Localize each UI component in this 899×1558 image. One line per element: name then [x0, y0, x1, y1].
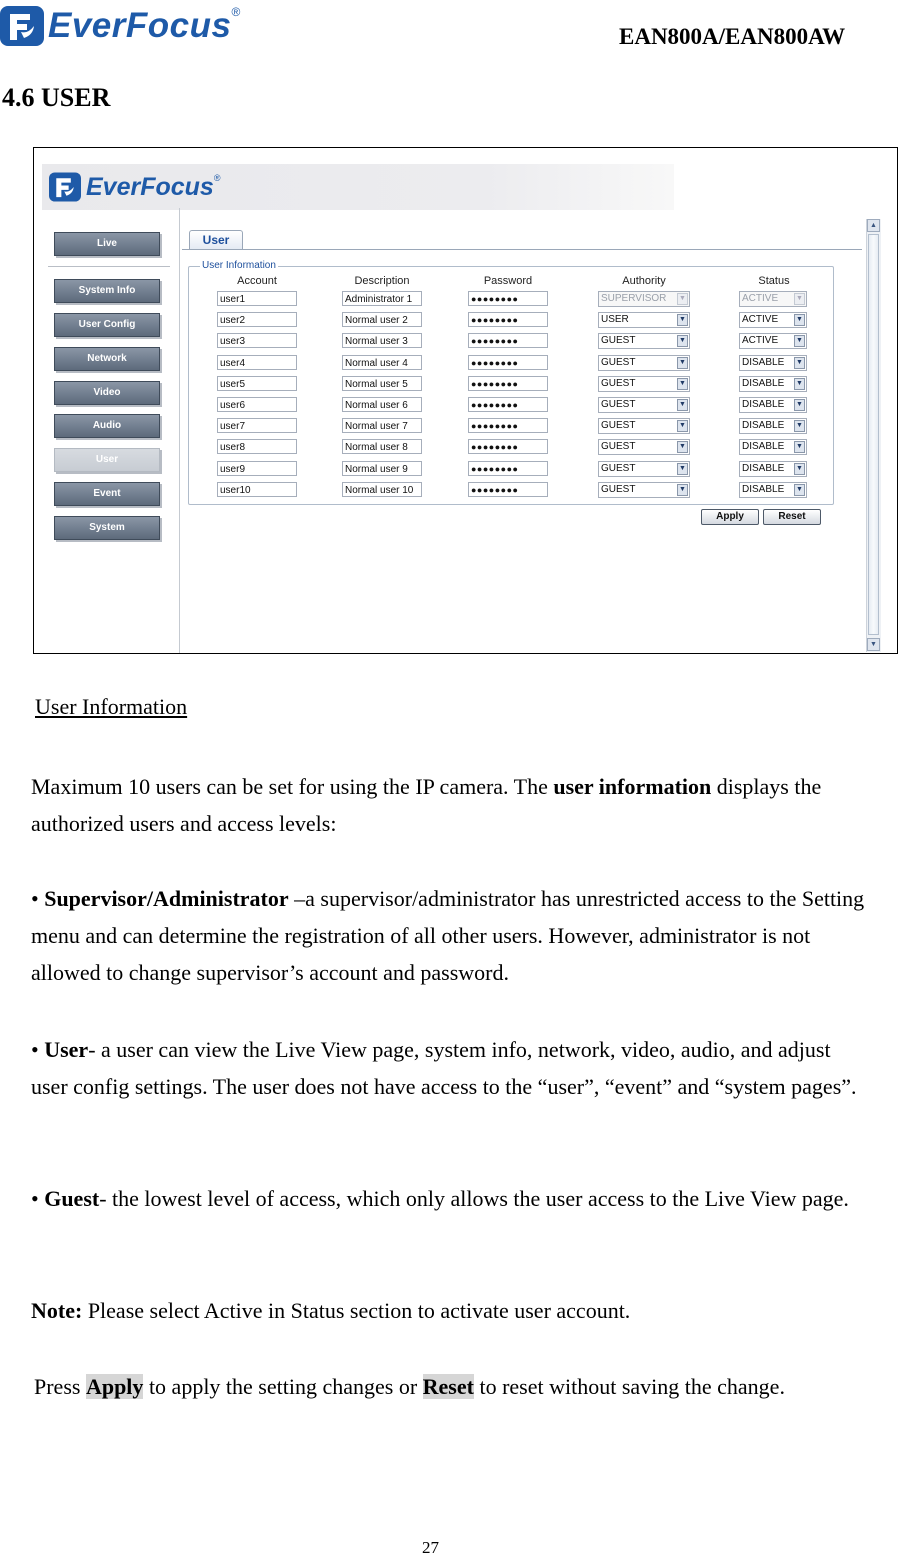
screenshot-registered-mark: ®	[213, 173, 221, 183]
guest-text: - the lowest level of access, which only allows the user access to the Live View page.	[99, 1186, 849, 1211]
nav-system[interactable]: System	[54, 516, 160, 540]
account-input-value: user2	[220, 315, 246, 327]
screenshot-logo-text: EverFocus	[86, 172, 214, 201]
password-input[interactable]	[468, 397, 548, 412]
dropdown-arrow-icon[interactable]: ▼	[677, 484, 688, 496]
status-select-value: ACTIVE	[742, 314, 779, 326]
dropdown-arrow-icon[interactable]: ▼	[794, 378, 805, 390]
dropdown-arrow-icon[interactable]: ▼	[677, 420, 688, 432]
dropdown-arrow-icon[interactable]: ▼	[794, 357, 805, 369]
everfocus-logo	[0, 2, 260, 50]
user-information-heading: User Information	[35, 694, 188, 719]
authority-select-value: USER	[601, 314, 629, 326]
description-input[interactable]	[342, 482, 422, 497]
description-input-value: Normal user 10	[345, 484, 414, 496]
tab-underline	[182, 249, 862, 250]
status-select-value: DISABLE	[742, 441, 785, 453]
status-select-value: DISABLE	[742, 377, 785, 389]
everfocus-mini-logo-icon	[48, 171, 82, 203]
supervisor-text: –a supervisor/administrator has unrestricted access to the Setting menu and can determine the registration of all other users. However, administrator is not allowed to change supervisor’s account and password.	[31, 886, 865, 985]
password-input-value: ●●●●●●●●	[471, 294, 519, 304]
account-input-value: user1	[220, 294, 246, 305]
account-input[interactable]	[217, 418, 297, 433]
authority-select[interactable]	[598, 291, 690, 307]
apply-mid-text: to apply the setting changes or	[143, 1374, 423, 1399]
password-input[interactable]	[468, 312, 548, 327]
status-select-value: DISABLE	[742, 356, 785, 368]
dropdown-arrow-icon[interactable]: ▼	[677, 335, 688, 347]
nav-user[interactable]: User	[54, 448, 160, 472]
status-select-value: ACTIVE	[742, 293, 779, 304]
status-select-value: DISABLE	[742, 420, 785, 432]
password-input-value: ●●●●●●●●	[471, 357, 519, 368]
authority-select[interactable]	[598, 418, 690, 434]
scroll-thumb[interactable]	[868, 234, 879, 635]
dropdown-arrow-icon[interactable]: ▼	[794, 441, 805, 453]
password-input-value: ●●●●●●●●	[471, 442, 519, 453]
column-description: Description	[354, 275, 410, 287]
account-input-value: user8	[220, 442, 246, 454]
authority-select-value: GUEST	[601, 377, 636, 389]
column-account: Account	[237, 275, 277, 287]
status-select[interactable]	[739, 439, 807, 455]
intro-post: displays the authorized users and access levels:	[31, 774, 822, 836]
dropdown-arrow-icon[interactable]: ▼	[794, 484, 805, 496]
dropdown-arrow-icon[interactable]: ▼	[794, 420, 805, 432]
nav-audio[interactable]: Audio	[54, 414, 160, 438]
status-select[interactable]	[739, 355, 807, 371]
description-input-value: Normal user 8	[345, 442, 408, 454]
description-input-value: Administrator 1	[345, 294, 413, 305]
status-select-value: DISABLE	[742, 399, 785, 410]
authority-select-value: GUEST	[601, 356, 636, 368]
description-input[interactable]	[342, 461, 422, 476]
password-input[interactable]	[468, 439, 548, 454]
status-select-value: DISABLE	[742, 483, 785, 495]
description-input[interactable]	[342, 418, 422, 433]
dropdown-arrow-icon[interactable]: ▼	[677, 441, 688, 453]
password-input-value: ●●●●●●●●	[471, 378, 519, 389]
note-paragraph	[31, 1292, 871, 1329]
authority-select-value: GUEST	[601, 483, 636, 495]
reset-button[interactable]: Reset	[763, 509, 821, 525]
note-text: Please select Active in Status section to activate user account.	[82, 1298, 631, 1323]
authority-select-value: SUPERVISOR	[601, 293, 667, 304]
reset-end-text: to reset without saving the change.	[473, 1374, 785, 1399]
nav-system-info[interactable]: System Info	[54, 279, 160, 303]
dropdown-arrow-icon[interactable]: ▼	[677, 293, 688, 305]
everfocus-logo-icon	[0, 4, 44, 48]
password-input-value: ●●●●●●●●	[471, 484, 519, 495]
user-label: User	[44, 1037, 89, 1062]
scroll-up-icon[interactable]: ▲	[867, 219, 880, 232]
authority-select-value: GUEST	[601, 399, 636, 410]
content-divider	[179, 208, 180, 653]
account-input[interactable]	[217, 312, 297, 327]
description-input-value: Normal user 9	[345, 463, 408, 475]
supervisor-label: Supervisor/Administrator	[44, 886, 289, 911]
account-input[interactable]	[217, 376, 297, 391]
status-select[interactable]	[739, 397, 807, 413]
account-input-value: user5	[220, 378, 246, 390]
password-input-value: ●●●●●●●●	[471, 400, 519, 410]
status-select[interactable]	[739, 291, 807, 307]
status-select[interactable]	[739, 461, 807, 477]
nav-divider	[48, 266, 170, 267]
password-input[interactable]	[468, 355, 548, 370]
account-input-value: user7	[220, 421, 246, 433]
account-input-value: user9	[220, 463, 246, 475]
account-input-value: user4	[220, 357, 246, 369]
dropdown-arrow-icon[interactable]: ▼	[677, 314, 688, 326]
dropdown-arrow-icon[interactable]: ▼	[794, 463, 805, 475]
intro-pre: Maximum 10 users can be set for using the IP camera. The	[31, 774, 554, 799]
account-input[interactable]	[217, 461, 297, 476]
description-input[interactable]	[342, 355, 422, 370]
reset-keyword: Reset	[422, 1374, 474, 1399]
password-input[interactable]	[468, 418, 548, 433]
account-input[interactable]	[217, 291, 297, 306]
user-settings-screenshot	[33, 147, 898, 654]
intro-paragraph	[31, 768, 871, 842]
nav-network[interactable]: Network	[54, 347, 160, 371]
account-input[interactable]	[217, 355, 297, 370]
dropdown-arrow-icon[interactable]: ▼	[677, 399, 688, 411]
description-input[interactable]	[342, 397, 422, 412]
authority-select-value: GUEST	[601, 420, 636, 432]
authority-select[interactable]	[598, 376, 690, 392]
password-input-value: ●●●●●●●●	[471, 421, 519, 432]
scroll-down-icon[interactable]: ▼	[867, 638, 880, 651]
authority-select[interactable]	[598, 482, 690, 498]
press-text: Press	[34, 1374, 86, 1399]
description-input-value: Normal user 2	[345, 315, 408, 327]
status-select[interactable]	[739, 376, 807, 392]
password-input[interactable]	[468, 461, 548, 476]
dropdown-arrow-icon[interactable]: ▼	[677, 357, 688, 369]
column-authority: Authority	[622, 275, 666, 287]
nav-video[interactable]: Video	[54, 381, 160, 405]
description-input[interactable]	[342, 376, 422, 391]
bullet: •	[31, 1037, 39, 1062]
nav-event[interactable]: Event	[54, 482, 160, 506]
password-input-value: ●●●●●●●●	[471, 463, 519, 474]
tab-user[interactable]: User	[189, 230, 243, 250]
description-input-value: Normal user 3	[345, 336, 408, 348]
user-paragraph	[31, 1031, 871, 1105]
note-label: Note:	[31, 1298, 83, 1323]
guest-label: Guest	[44, 1186, 100, 1211]
authority-select[interactable]	[598, 397, 690, 413]
account-input[interactable]	[217, 439, 297, 454]
page-number: 27	[422, 1538, 439, 1557]
authority-select[interactable]	[598, 333, 690, 349]
authority-select-value: GUEST	[601, 335, 636, 347]
guest-paragraph	[31, 1180, 871, 1217]
account-input[interactable]	[217, 397, 297, 412]
password-input[interactable]	[468, 482, 548, 497]
authority-select-value: GUEST	[601, 462, 636, 474]
description-input-value: Normal user 4	[345, 357, 408, 369]
password-input[interactable]	[468, 376, 548, 391]
status-select[interactable]	[739, 333, 807, 349]
account-input-value: user10	[220, 484, 251, 496]
description-input-value: Normal user 7	[345, 421, 408, 433]
column-status: Status	[758, 275, 790, 287]
account-input[interactable]	[217, 333, 297, 348]
supervisor-paragraph	[31, 880, 871, 991]
description-input[interactable]	[342, 312, 422, 327]
apply-keyword: Apply	[85, 1374, 144, 1399]
account-input-value: user3	[220, 336, 246, 348]
registered-mark: ®	[231, 5, 241, 19]
description-input[interactable]	[342, 291, 422, 306]
status-select[interactable]	[739, 312, 807, 328]
logo-text: EverFocus	[48, 6, 232, 45]
authority-select[interactable]	[598, 355, 690, 371]
vertical-scrollbar[interactable]	[866, 219, 881, 652]
intro-bold: user information	[553, 774, 712, 799]
authority-select[interactable]	[598, 439, 690, 455]
account-input[interactable]	[217, 482, 297, 497]
dropdown-arrow-icon[interactable]: ▼	[794, 314, 805, 326]
apply-reset-paragraph	[34, 1368, 834, 1405]
model-number: EAN800A/EAN800AW	[619, 24, 846, 49]
password-input[interactable]	[468, 333, 548, 348]
authority-select[interactable]	[598, 312, 690, 328]
password-input-value: ●●●●●●●●	[471, 336, 519, 347]
dropdown-arrow-icon[interactable]: ▼	[794, 335, 805, 347]
nav-live[interactable]: Live	[54, 232, 160, 256]
description-input-value: Normal user 5	[345, 378, 408, 390]
status-select[interactable]	[739, 418, 807, 434]
authority-select-value: GUEST	[601, 441, 636, 453]
bullet: •	[31, 886, 39, 911]
column-password: Password	[483, 275, 533, 287]
section-title: 4.6 USER	[2, 83, 111, 112]
dropdown-arrow-icon[interactable]: ▼	[794, 399, 805, 411]
status-select-value: ACTIVE	[742, 335, 779, 347]
apply-button[interactable]: Apply	[701, 509, 759, 525]
status-select[interactable]	[739, 482, 807, 498]
description-input[interactable]	[342, 439, 422, 454]
dropdown-arrow-icon[interactable]: ▼	[794, 293, 805, 305]
user-text: - a user can view the Live View page, system info, network, video, audio, and adjust user config settings. The user does not have access to the “user”, “event” and “system pages”.	[31, 1037, 857, 1099]
fieldset-legend: User Information	[202, 260, 276, 271]
account-input-value: user6	[220, 400, 246, 411]
dropdown-arrow-icon[interactable]: ▼	[677, 378, 688, 390]
description-input[interactable]	[342, 333, 422, 348]
nav-user-config[interactable]: User Config	[54, 313, 160, 337]
description-input-value: Normal user 6	[345, 400, 408, 411]
authority-select[interactable]	[598, 461, 690, 477]
bullet: •	[31, 1186, 39, 1211]
dropdown-arrow-icon[interactable]: ▼	[677, 463, 688, 475]
screenshot-banner	[42, 164, 674, 210]
password-input-value: ●●●●●●●●	[471, 315, 519, 326]
password-input[interactable]	[468, 291, 548, 306]
status-select-value: DISABLE	[742, 462, 785, 474]
